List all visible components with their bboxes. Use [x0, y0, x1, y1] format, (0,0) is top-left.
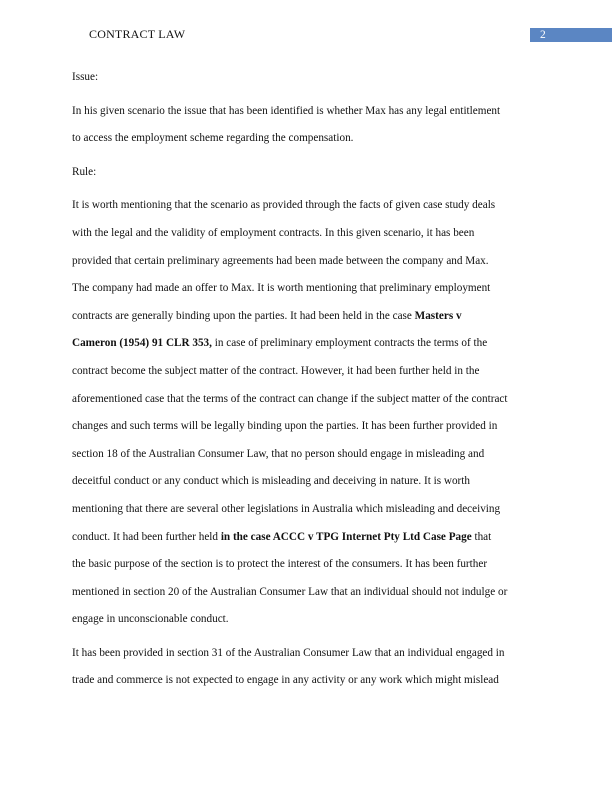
text-line: The company had made an offer to Max. It is worth mentioning that preliminary employment: [72, 282, 491, 295]
text-line: engage in unconscionable conduct.: [72, 613, 229, 626]
page-number: 2: [540, 29, 546, 41]
text-line: trade and commerce is not expected to engage in any activity or any work which might mislead: [72, 674, 499, 687]
text-line: section 18 of the Australian Consumer Law, that no person should engage in misleading and: [72, 447, 485, 460]
issue-paragraph: [72, 98, 542, 153]
document-body: [72, 64, 542, 701]
text-run: conduct. It had been further held: [72, 530, 221, 543]
rule-paragraph: [72, 192, 542, 634]
text-line: In his given scenario the issue that has been identified is whether Max has any legal entitlement: [72, 104, 501, 117]
text-line: deceitful conduct or any conduct which is misleading and deceiving in nature. It is worth: [72, 475, 470, 488]
text-line: It has been provided in section 31 of the Australian Consumer Law that an individual engaged in: [72, 646, 505, 659]
text-run: in case of preliminary employment contracts the terms of the: [211, 337, 488, 350]
page-number-box: [530, 28, 612, 42]
text-line: the basic purpose of the section is to protect the interest of the consumers. It has been further: [72, 558, 488, 571]
issue-heading: Issue:: [72, 71, 99, 83]
text-run: that: [471, 530, 492, 543]
text-line: contract become the subject matter of the contract. However, it had been further held in the: [72, 364, 480, 377]
text-line: [72, 524, 542, 552]
rule-heading: Rule:: [72, 165, 97, 178]
text-line: aforementioned case that the terms of the contract can change if the subject matter of the contract: [72, 392, 508, 405]
text-line: mentioned in section 20 of the Australian Consumer Law that an individual should not indulge or: [72, 585, 508, 598]
case-citation: in the case ACCC v TPG Internet Pty Ltd Case Page: [220, 530, 472, 543]
text-line: with the legal and the validity of employment contracts. In this given scenario, it has been: [72, 226, 475, 239]
text-line: mentioning that there are several other legislations in Australia which misleading and deceiving: [72, 502, 501, 515]
final-paragraph: [72, 640, 542, 695]
text-line: changes and such terms will be legally binding upon the parties. It has been further provided in: [72, 420, 498, 433]
text-line: It is worth mentioning that the scenario as provided through the facts of given case study deals: [72, 199, 496, 212]
text-line: [72, 303, 542, 331]
case-citation: Masters v: [414, 309, 462, 322]
case-citation: Cameron (1954) 91 CLR 353,: [72, 337, 212, 350]
text-line: [72, 330, 542, 358]
text-line: to access the employment scheme regarding the compensation.: [72, 132, 354, 145]
running-head: CONTRACT LAW: [89, 27, 186, 41]
text-line: provided that certain preliminary agreements had been made between the company and Max.: [72, 254, 489, 267]
text-run: contracts are generally binding upon the parties. It had been held in the case: [72, 309, 415, 322]
page-header: [0, 27, 612, 45]
